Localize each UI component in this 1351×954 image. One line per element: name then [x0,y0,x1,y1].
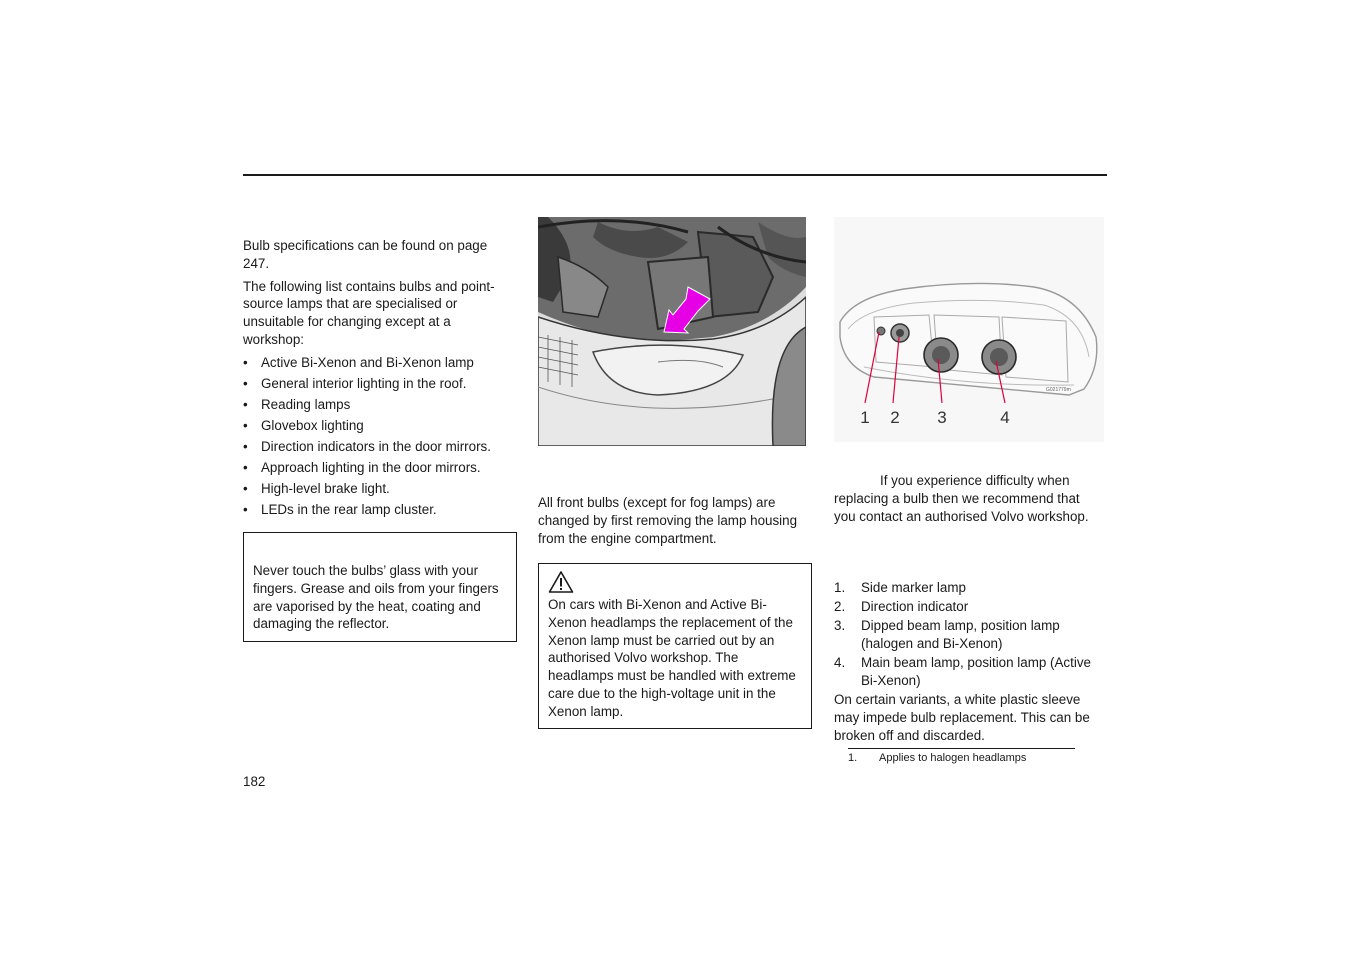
list-item: • Direction indicators in the door mirrors. [243,438,513,456]
list-item: • Glovebox lighting [243,417,513,435]
callout-4: 4 [1000,408,1010,427]
item-number: 4. [834,655,846,671]
item-number: 1. [834,580,846,595]
column-left [243,237,513,522]
sleeve-text: On certain variants, a white plastic sleeve may impede bulb replacement. This can be broken off and discarded. [834,692,1090,743]
item-label: Main beam lamp, position lamp (Active Bi-Xenon) [861,655,1091,689]
warning-text: On cars with Bi-Xenon and Active Bi-Xenon headlamps the replacement of the Xenon lamp must be carried out by an authorised Volvo workshop. The headlamps must be handled with extreme care due to the high-voltage unit in the Xenon lamp. [548,597,796,719]
footnote-number: 1. [848,752,858,764]
footnote-text: Applies to halogen headlamps [879,752,1027,764]
footnote-rule [848,748,1075,749]
list-item: • LEDs in the rear lamp cluster. [243,501,513,519]
front-bulbs-paragraph [538,494,810,547]
list-item: • Reading lamps [243,396,513,414]
callout-3: 3 [937,408,947,427]
warning-box [538,563,812,729]
difficulty-text: If you experience difficulty when replacing a bulb then we recommend that you contact an authorised Volvo workshop. [834,473,1089,524]
callout-1: 1 [860,408,870,427]
item-label: Dipped beam lamp, position lamp (halogen and Bi-Xenon) [861,618,1060,652]
engine-compartment-illustration [538,217,806,446]
difficulty-paragraph [834,472,1102,525]
page-number: 182 [243,774,266,789]
note-box [243,532,517,642]
list-item: • Active Bi-Xenon and Bi-Xenon lamp [243,354,513,372]
list-item: • General interior lighting in the roof. [243,375,513,393]
header-rule [243,174,1107,176]
list-item [834,617,1102,653]
item-number: 3. [834,618,846,634]
list-item [834,598,1102,616]
warning-triangle-icon [548,570,574,594]
item-label: Side marker lamp [861,580,966,595]
item-label: Direction indicator [861,599,969,615]
list-item: • Approach lighting in the door mirrors. [243,459,513,477]
list-item [834,654,1102,690]
workshop-bulb-list [243,354,513,519]
headlamp-illustration [834,217,1104,442]
parts-section [834,579,1102,745]
parts-list [834,579,1102,690]
bulb-spec-reference: Bulb specifications can be found on page 247. [243,238,488,271]
note-text: Never touch the bulbs’ glass with your fingers. Grease and oils from your fingers are vaporised by the heat, coating and damaging the reflector. [253,563,499,632]
list-item [834,579,1102,597]
callout-2: 2 [890,408,900,427]
figure-code: G021779m [1046,387,1071,393]
workshop-list-intro: The following list contains bulbs and point-source lamps that are specialised or unsuitable for changing except at a workshop: [243,278,495,347]
list-item: • High-level brake light. [243,480,513,498]
item-number: 2. [834,599,846,615]
front-bulbs-text: All front bulbs (except for fog lamps) are changed by first removing the lamp housing from the engine compartment. [538,495,798,546]
footnote [848,751,1088,766]
